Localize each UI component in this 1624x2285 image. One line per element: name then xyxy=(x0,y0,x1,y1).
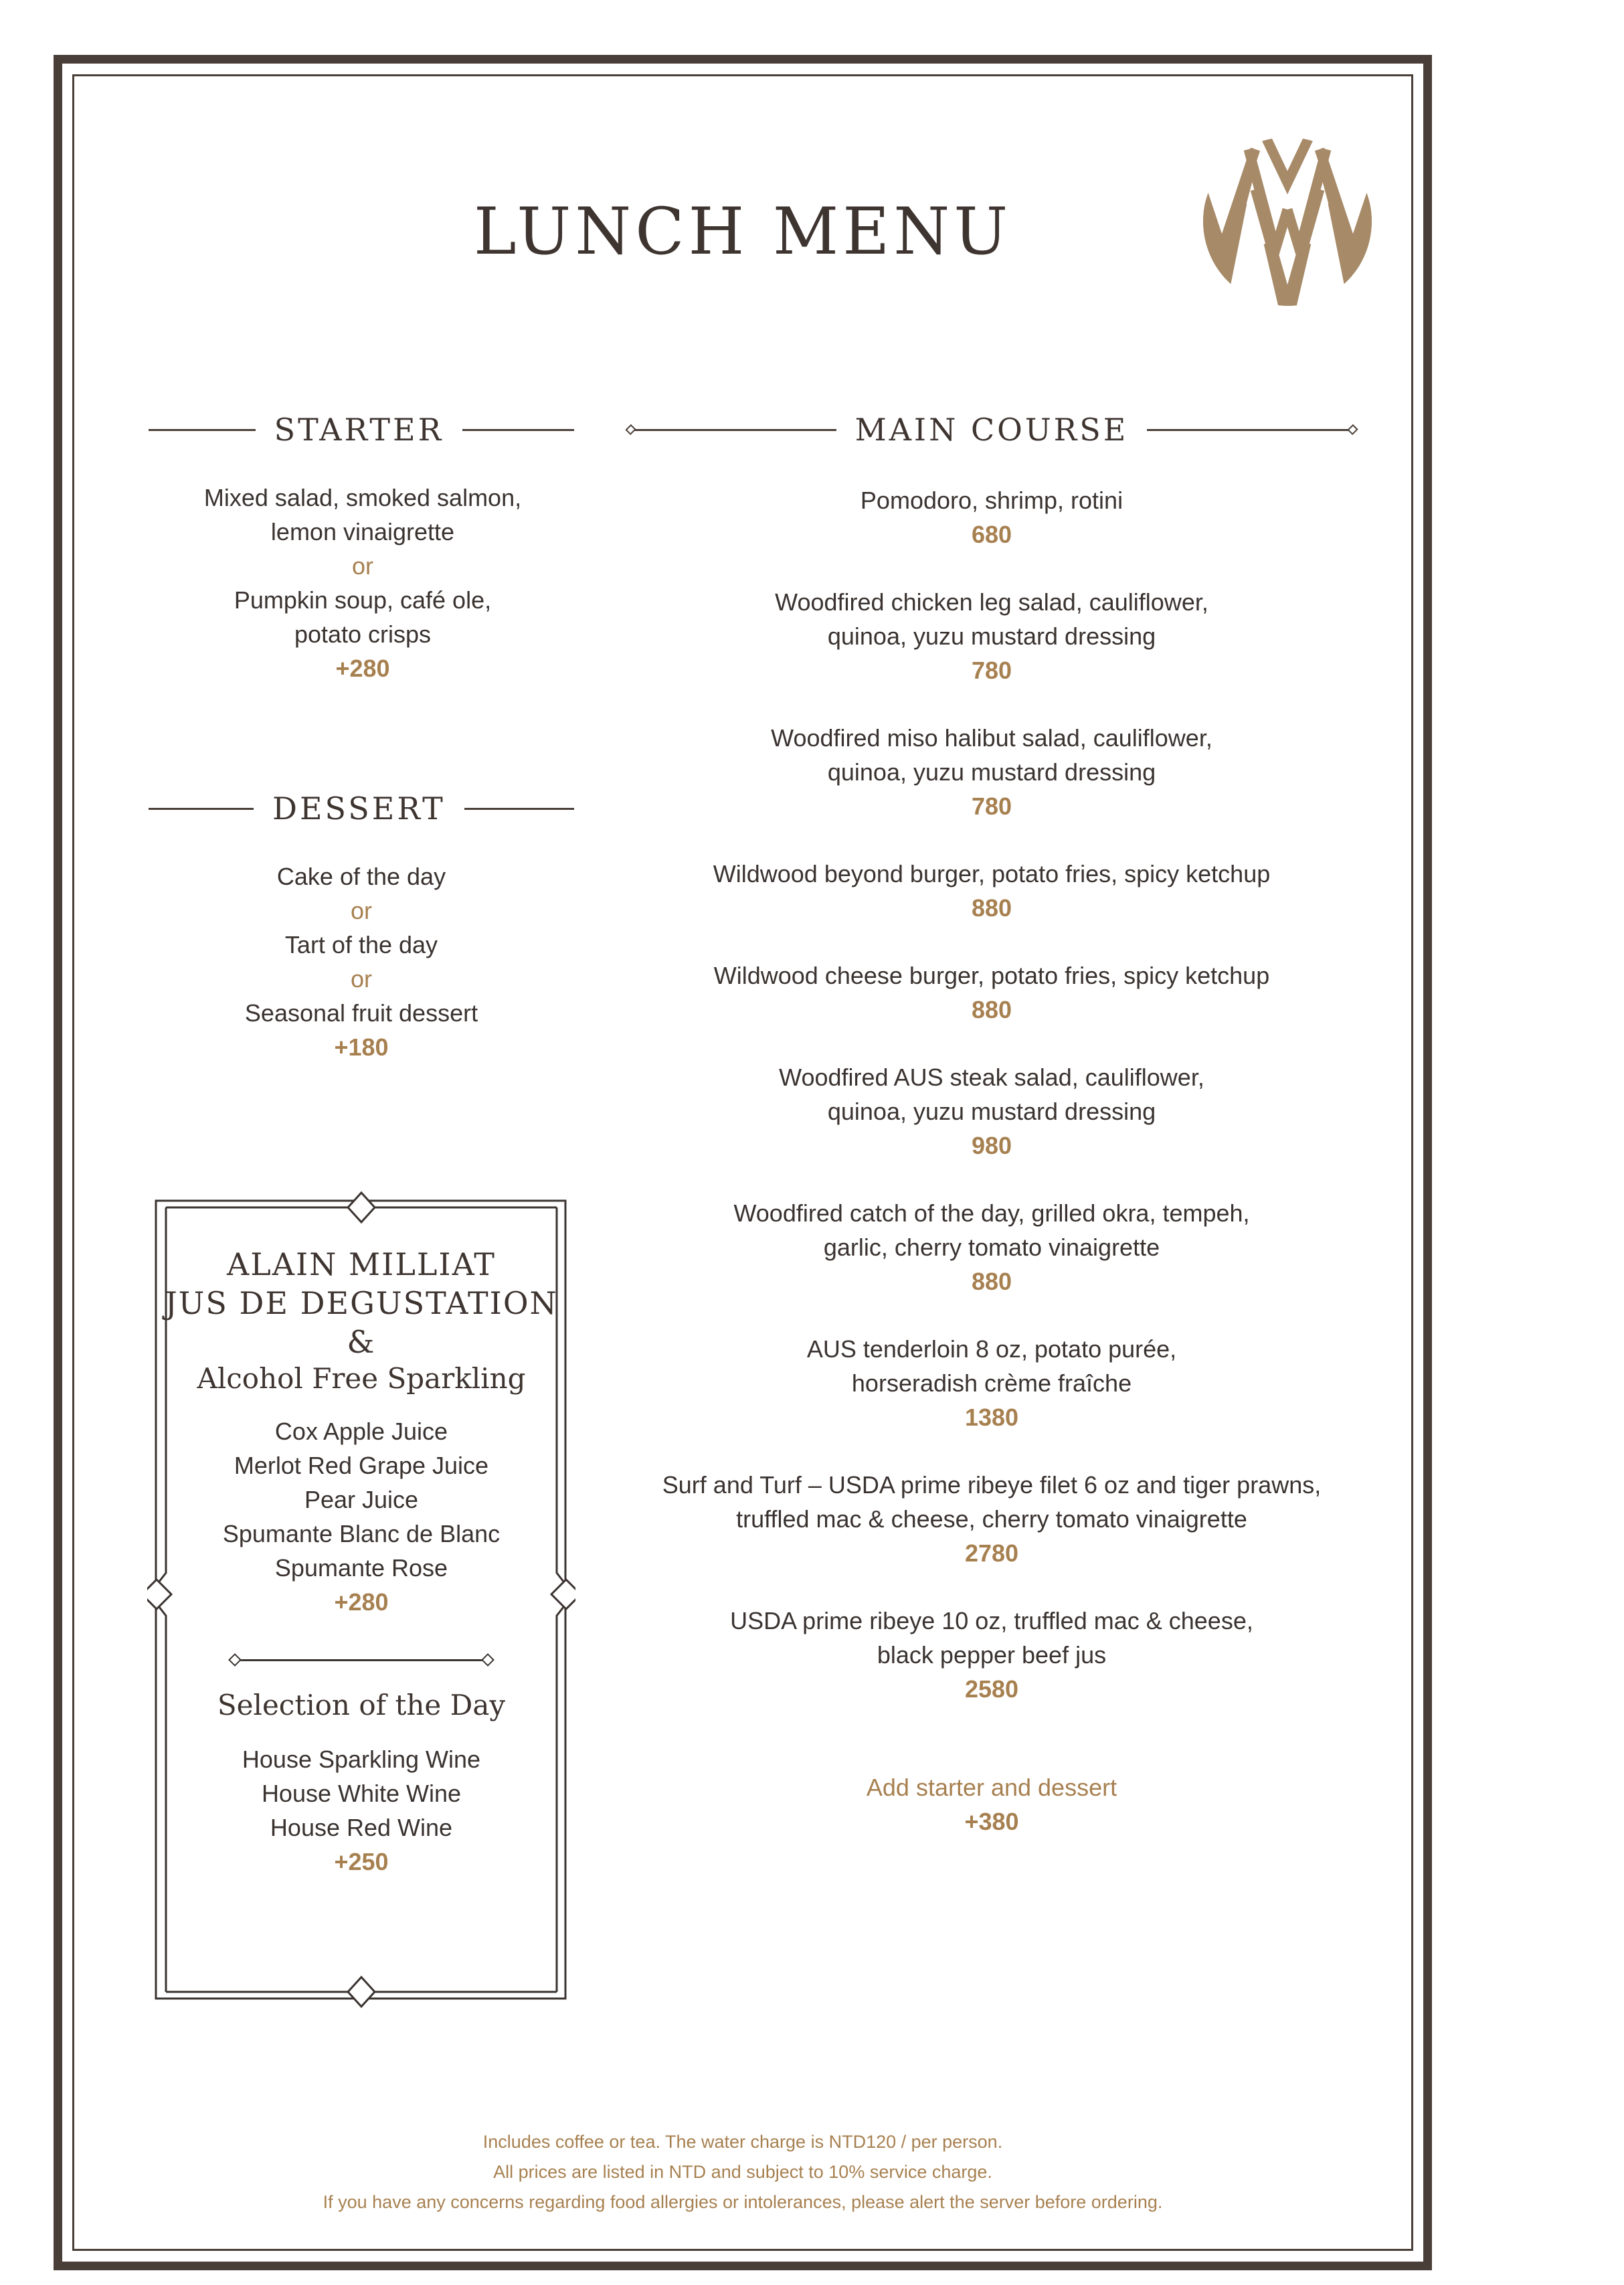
dish-line: Woodfired miso halibut salad, cauliflower, xyxy=(771,724,1212,752)
selection-item: House White Wine xyxy=(261,1780,462,1807)
dish xyxy=(627,857,1356,925)
or-separator: or xyxy=(350,897,372,924)
dish-line: Wildwood beyond burger, potato fries, spicy ketchup xyxy=(713,860,1271,887)
dish-price: 880 xyxy=(971,996,1012,1023)
dish xyxy=(627,483,1356,552)
footer-notes xyxy=(74,2127,1412,2217)
chevron-w-logo-icon xyxy=(1202,136,1373,307)
dish-line: quinoa, yuzu mustard dressing xyxy=(827,758,1156,786)
dish-line: AUS tenderloin 8 oz, potato purée, xyxy=(806,1335,1177,1363)
dish-line: Woodfired AUS steak salad, cauliflower, xyxy=(779,1064,1204,1091)
dessert-item: Seasonal fruit dessert xyxy=(244,999,478,1027)
dish-line: garlic, cherry tomato vinaigrette xyxy=(823,1234,1160,1261)
heading-rule xyxy=(149,429,256,431)
dish xyxy=(627,1332,1356,1434)
addon-label: Add starter and dessert xyxy=(866,1774,1117,1801)
drink-item: Spumante Rose xyxy=(274,1554,448,1582)
footer-line: All prices are listed in NTD and subject to 10% service charge. xyxy=(493,2162,992,2182)
starter-section xyxy=(149,481,577,685)
dish-line: black pepper beef jus xyxy=(877,1641,1107,1669)
dish xyxy=(627,1196,1356,1298)
dish xyxy=(627,1060,1356,1163)
heading-rule xyxy=(462,429,574,431)
drinks-title: JUS DE DEGUSTATION xyxy=(165,1285,558,1321)
addon-price: +380 xyxy=(964,1808,1019,1835)
starter-line: Pumpkin soup, café ole, xyxy=(234,586,492,614)
dessert-price: +180 xyxy=(334,1033,389,1061)
starter-price: +280 xyxy=(335,655,390,682)
dish-line: Woodfired catch of the day, grilled okra, tempeh, xyxy=(733,1199,1250,1227)
main-course-heading-label: MAIN COURSE xyxy=(854,412,1129,448)
heading-rule xyxy=(1147,429,1348,431)
dish-price: 680 xyxy=(971,521,1012,548)
dish-price: 2780 xyxy=(964,1539,1019,1567)
dessert-item: Cake of the day xyxy=(276,863,446,890)
diamond-icon xyxy=(481,1653,494,1667)
dish-line: USDA prime ribeye 10 oz, truffled mac & cheese, xyxy=(730,1607,1253,1634)
dish-line: quinoa, yuzu mustard dressing xyxy=(827,1098,1156,1125)
selection-title: Selection of the Day xyxy=(217,1689,506,1721)
dish-line: Woodfired chicken leg salad, cauliflower, xyxy=(775,588,1208,616)
drink-item: Pear Juice xyxy=(304,1486,419,1513)
dish-price: 880 xyxy=(971,894,1012,922)
or-separator: or xyxy=(351,552,373,580)
drinks-price: +280 xyxy=(334,1588,389,1616)
drink-item: Merlot Red Grape Juice xyxy=(234,1452,489,1479)
dish-line: Wildwood cheese burger, potato fries, spicy ketchup xyxy=(713,962,1270,989)
dish xyxy=(627,1604,1356,1706)
dish-line: Pomodoro, shrimp, rotini xyxy=(860,487,1123,514)
dessert-section xyxy=(149,859,574,1064)
dessert-heading-label: DESSERT xyxy=(272,790,446,827)
drinks-title: ALAIN MILLIAT xyxy=(227,1246,496,1282)
page-title: LUNCH MENU xyxy=(473,194,1012,269)
heading-rule xyxy=(464,808,574,810)
dish xyxy=(627,958,1356,1027)
heading-rule xyxy=(149,808,254,810)
diamond-icon xyxy=(625,424,636,435)
dish-price: 980 xyxy=(971,1132,1012,1159)
dish-price: 780 xyxy=(971,792,1012,820)
dish-price: 2580 xyxy=(964,1675,1019,1703)
dish-price: 880 xyxy=(971,1268,1012,1295)
main-course-heading xyxy=(627,410,1356,450)
dish xyxy=(627,585,1356,687)
or-separator: or xyxy=(350,965,372,993)
diamond-icon xyxy=(228,1653,242,1667)
dish-line: truffled mac & cheese, cherry tomato vinaigrette xyxy=(736,1505,1247,1533)
selection-item: House Red Wine xyxy=(270,1814,453,1841)
dish-price: 780 xyxy=(971,657,1012,684)
starter-heading xyxy=(149,410,574,450)
divider xyxy=(234,1659,488,1661)
drink-item: Cox Apple Juice xyxy=(274,1418,448,1445)
footer-line: Includes coffee or tea. The water charge is NTD120 / per person. xyxy=(482,2132,1003,2152)
selection-price: +250 xyxy=(334,1848,389,1875)
starter-line: lemon vinaigrette xyxy=(270,518,455,545)
drink-item: Spumante Blanc de Blanc xyxy=(222,1520,501,1547)
drinks-section xyxy=(161,1245,562,1879)
starter-line: potato crisps xyxy=(294,620,432,648)
dessert-item: Tart of the day xyxy=(284,931,438,958)
dish-line: horseradish crème fraîche xyxy=(851,1369,1132,1397)
drinks-title: & xyxy=(347,1324,376,1360)
dish xyxy=(627,1468,1356,1570)
dish-line: Surf and Turf – USDA prime ribeye filet 6 oz and tiger prawns, xyxy=(662,1471,1322,1499)
dish-line: quinoa, yuzu mustard dressing xyxy=(827,622,1156,650)
drinks-subtitle: Alcohol Free Sparkling xyxy=(197,1362,526,1395)
footer-line: If you have any concerns regarding food allergies or intolerances, please alert the server before ordering. xyxy=(323,2192,1163,2212)
heading-rule xyxy=(634,429,836,431)
starter-heading-label: STARTER xyxy=(274,412,444,448)
dish-price: 1380 xyxy=(964,1404,1019,1431)
dessert-heading xyxy=(149,788,574,829)
dish xyxy=(627,721,1356,823)
starter-line: Mixed salad, smoked salmon, xyxy=(203,484,522,511)
main-course-section xyxy=(627,483,1356,1839)
selection-item: House Sparkling Wine xyxy=(242,1746,481,1773)
